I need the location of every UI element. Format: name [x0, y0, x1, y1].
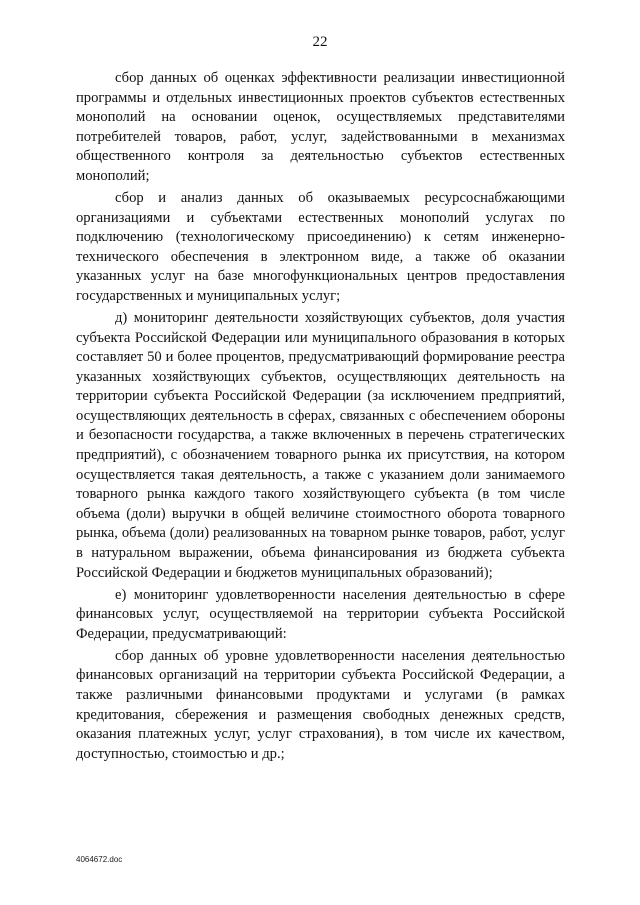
document-file-code: 4064672.doc — [76, 855, 123, 864]
document-body — [76, 69, 565, 767]
paragraph-e-financial-services-monitoring: е) мониторинг удовлетворенности населения деятельностью в сфере финансовых услуг, осуществляемой на территории субъекта Российской Федерации, предусматривающий: — [76, 586, 565, 642]
paragraph-d-economic-entities-monitoring: д) мониторинг деятельности хозяйствующих субъектов, доля участия субъекта Российской Федерации или муниципального образования в которых составляет 50 и более процентов, предусматривающий формирование реестра указанных хозяйствующих субъектов, осуществляющих деятельность на территории субъекта Российской Федерации (за исключением предприятий, осуществляющих деятельность в сферах, связанных с обеспечением обороны и безопасности государства, а также включенных в перечень стратегических предприятий), с обозначением товарного рынка их присутствия, на котором осуществляется такая деятельность, а также с указанием доли занимаемого товарного рынка каждого такого хозяйствующего субъекта (в том числе объема (доли) выручки в общей величине стоимостного оборота товарного рынка, объема (доли) реализованных на товарном рынке товаров, работ, услуг в натуральном выражении, объема финансирования из бюджета субъекта Российской Федерации и бюджетов муниципальных образований); — [76, 309, 565, 581]
paragraph-investment-program-assessment: сбор данных об оценках эффективности реализации инвестиционной программы и отдельных инвестиционных проектов субъектов естественных монополий на основании оценок, осуществляемых представителями потребителей товаров, работ, услуг, задействованными в механизмах общественного контроля за деятельностью субъектов естественных монополий; — [76, 70, 565, 184]
paragraph-satisfaction-data: сбор данных об уровне удовлетворенности населения деятельностью финансовых организаций на территории субъекта Российской Федерации, а также различными финансовыми продуктами и услугами (в рамках кредитования, сбережения и размещения свободных денежных средств, оказания платежных услуг, услуг страхования), в том числе их качеством, доступностью, стоимостью и др.; — [76, 647, 565, 762]
page-number: 22 — [312, 34, 328, 50]
paragraph-connection-services: сбор и анализ данных об оказываемых ресурсоснабжающими организациями и субъектами естественных монополий услугах по подключению (технологическому присоединению) к сетям инженерно-технического обеспечения в электронном виде, а также об оказании указанных услуг на базе многофункциональных центров предоставления государственных и муниципальных услуг; — [76, 189, 565, 304]
